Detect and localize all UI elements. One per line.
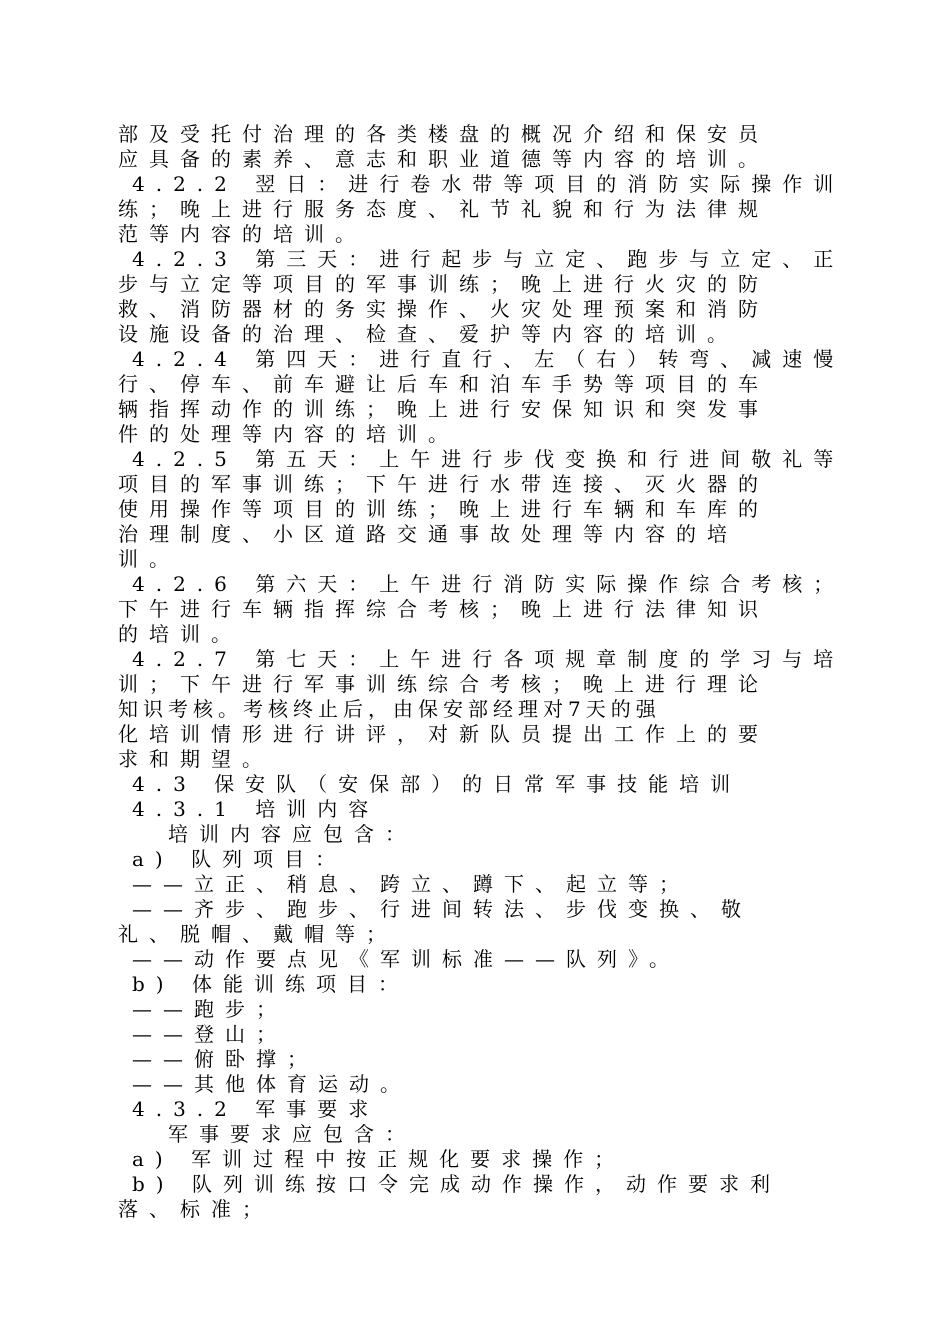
paragraph-line: 下午进行车辆指挥综合考核；晚上进行法律知识 <box>118 597 769 621</box>
list-item-a: a) 军训过程中按正规化要求操作； <box>132 1147 626 1171</box>
paragraph-line: 项目的军事训练；下午进行水带连接、灭火器的 <box>118 472 769 496</box>
paragraph-line: 行、停车、前车避让后车和泊车手势等项目的车 <box>118 372 769 396</box>
dash-item: ——跑步； <box>132 997 287 1021</box>
paragraph-line: 求和期望。 <box>118 747 273 771</box>
section-4-2-5: 4.2.5 第五天：上午进行步伐变换和行进间敬礼等 <box>132 447 845 471</box>
paragraph-line: 训；下午进行军事训练综合考核；晚上进行理论 <box>118 672 769 696</box>
paragraph-line: 设施设备的治理、检查、爱护等内容的培训。 <box>118 322 738 346</box>
paragraph-line: 化培训情形进行讲评，对新队员提出工作上的要 <box>118 722 769 746</box>
dash-item: ——俯卧撑； <box>132 1047 318 1071</box>
paragraph-line: 救、消防器材的务实操作、火灾处理预案和消防 <box>118 297 769 321</box>
paragraph-line: 礼、脱帽、戴帽等； <box>118 922 397 946</box>
paragraph-line: 军事要求应包含： <box>168 1122 416 1146</box>
paragraph-line: 部及受托付治理的各类楼盘的概况介绍和保安员 <box>118 122 769 146</box>
dash-item: ——动作要点见《军训标准——队列》。 <box>132 947 680 971</box>
paragraph-line: 落、标准； <box>118 1197 273 1221</box>
section-heading-4-3-1: 4.3.1 培训内容 <box>132 797 380 821</box>
paragraph-line: 治理制度、小区道路交通事故处理等内容的培 <box>118 522 738 546</box>
paragraph-line: 培训内容应包含： <box>168 822 416 846</box>
paragraph-line: 件的处理等内容的培训。 <box>118 422 459 446</box>
paragraph-line: 步与立定等项目的军事训练；晚上进行火灾的防 <box>118 272 769 296</box>
section-4-2-4: 4.2.4 第四天：进行直行、左（右）转弯、减速慢 <box>132 347 845 371</box>
dash-item: ——登山； <box>132 1022 287 1046</box>
list-item-a: a) 队列项目： <box>132 847 347 871</box>
section-4-2-6: 4.2.6 第六天：上午进行消防实际操作综合考核； <box>132 572 845 596</box>
paragraph-line: 辆指挥动作的训练；晚上进行安保知识和突发事 <box>118 397 769 421</box>
dash-item: ——立正、稍息、跨立、蹲下、起立等； <box>132 872 690 896</box>
paragraph-line: 的培训。 <box>118 622 242 646</box>
section-heading-4-3: 4.3 保安队（安保部）的日常军事技能培训 <box>132 772 742 796</box>
section-4-2-3: 4.2.3 第三天：进行起步与立定、跑步与立定、正 <box>132 247 845 271</box>
paragraph-line: 应具备的素养、意志和职业道德等内容的培训。 <box>118 147 769 171</box>
paragraph-line: 训。 <box>118 547 180 571</box>
section-4-2-7: 4.2.7 第七天：上午进行各项规章制度的学习与培 <box>132 647 845 671</box>
paragraph-line: 知识考核。考核终止后，由保安部经理对7天的强 <box>118 697 661 721</box>
paragraph-line: 使用操作等项目的训练；晚上进行车辆和车库的 <box>118 497 769 521</box>
section-heading-4-3-2: 4.3.2 军事要求 <box>132 1097 380 1121</box>
list-item-b: b) 体能训练项目： <box>132 972 409 996</box>
paragraph-line: 范等内容的培训。 <box>118 222 366 246</box>
dash-item: ——其他体育运动。 <box>132 1072 411 1096</box>
paragraph-line: 练；晚上进行服务态度、礼节礼貌和行为法律规 <box>118 197 769 221</box>
dash-item: ——齐步、跑步、行进间转法、步伐变换、敬 <box>132 897 752 921</box>
list-item-b: b) 队列训练按口令完成动作操作，动作要求利 <box>132 1172 781 1196</box>
section-4-2-2: 4.2.2 翌日：进行卷水带等项目的消防实际操作训 <box>132 172 845 196</box>
